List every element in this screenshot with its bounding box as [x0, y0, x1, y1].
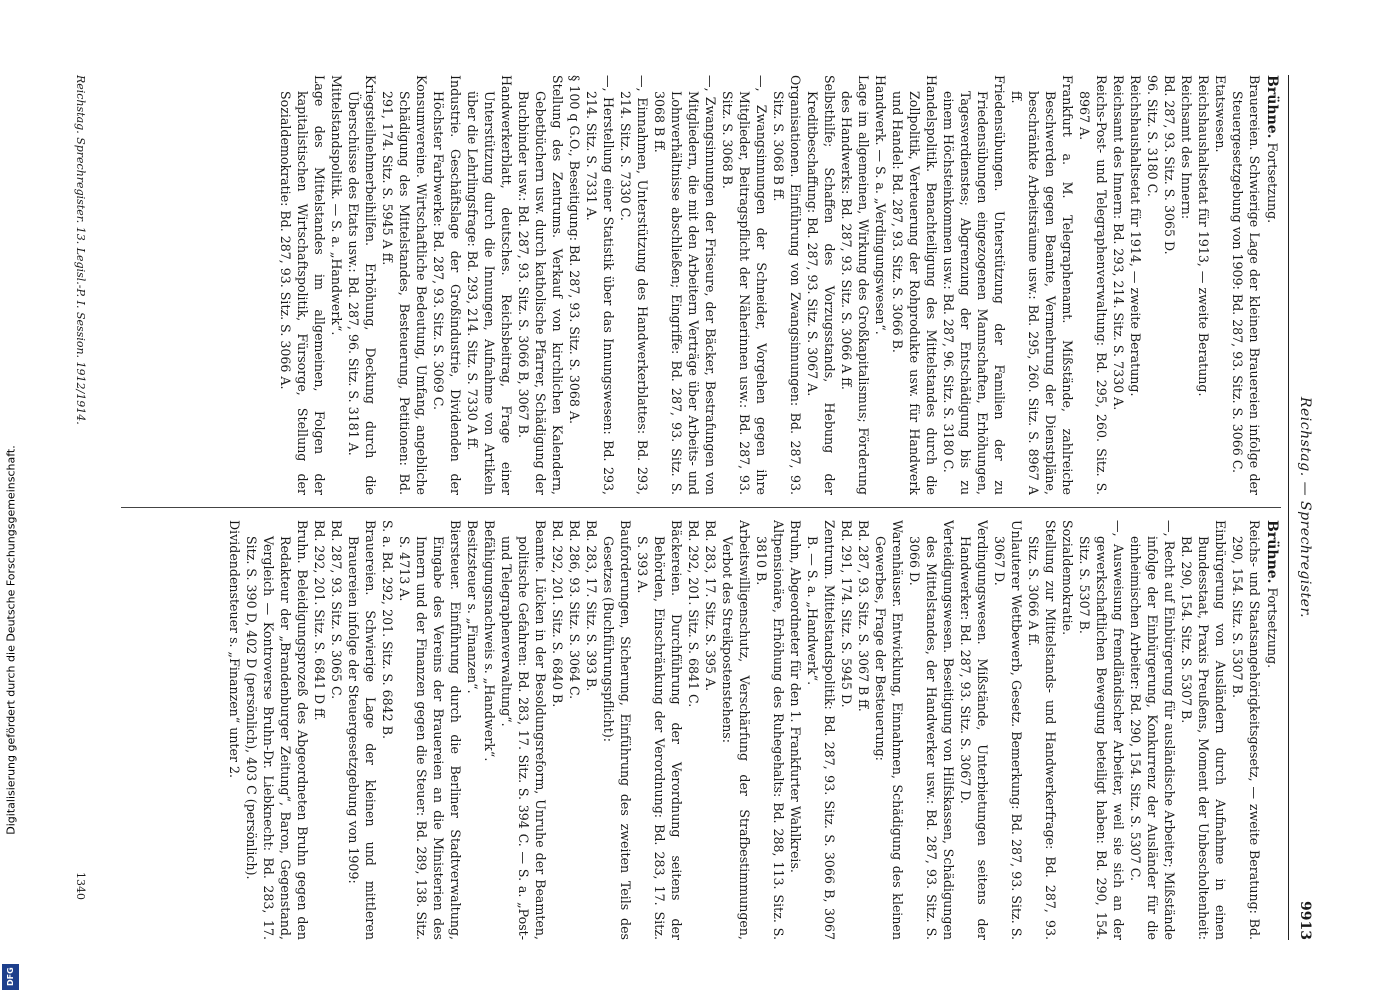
- register-entry: Zentrum. Mittelstandspolitik: Bd. 287, 93. Sitz. S. 3066 B, 3067 B. — S. a. „Handwerk“.: [805, 520, 837, 940]
- dfg-logo-icon: DFG: [2, 964, 19, 990]
- page-title: Reichstag. — Sprechregister.: [1297, 396, 1313, 619]
- register-entry: Lage des Mittelstandes im allgemeinen, Folgen der kapitalistischen Wirtschaftspolitik, Fürsorge, Stellung der Sozialdemokratie: Bd. 287, 93. Sitz. S. 3066 A.: [278, 75, 327, 495]
- register-entry: Bauforderungen, Sicherung, Einführung des zweiten Teils des Gesetzes (Buchführungspflicht):: [601, 520, 633, 940]
- column-divider: [121, 507, 1281, 508]
- register-entry: Befähigungsnachweis s. „Handwerk“.: [482, 520, 497, 762]
- register-entry: Brauereien. Schwierige Lage der kleinen Brauereien infolge der Steuergesetzgebung von 1909: Bd. 287, 93. Sitz. S. 3066 C.: [1230, 75, 1262, 495]
- register-entry: Bd. 292, 201. Sitz. S. 6841 D ff.: [312, 520, 327, 721]
- register-entry: Reichshaushaltsetat für 1913, — zweite Beratung.: [1196, 75, 1211, 397]
- register-entry: —, Herstellung einer Statistik über das Innungswesen: Bd. 293, 214. Sitz. S. 7331 A.: [584, 75, 616, 495]
- register-entry: Bruhn, Abgeordneter für den 1. Frankfurter Wahlkreis.: [788, 520, 803, 873]
- register-entry: Einbürgerung von Ausländern durch Aufnahme in einen Bundesstaat, Praxis Preußens, Moment der Unbescholtenheit: Bd. 290, 154. Sitz. S. 5307 B.: [1179, 520, 1228, 940]
- attribution-strip: [0, 0, 22, 1000]
- register-entry: Friedensübungen. Unterstützung der Familien der zu Friedensübungen eingezogenen Mannschaften, Erhöhungen, Tagesverdienstes; Abgrenzung der Entschädigung bis zu einem Höchsteinkommen usw.: Bd. 287, 96. Sitz. S. 3180 C.: [941, 75, 1007, 495]
- register-entry: Lage im allgemeinen, Wirkung des Großkapitalismus; Förderung des Handwerks: Bd. 287, 93. Sitz. S. 3066 A ff.: [839, 75, 871, 495]
- register-entry: Bd. 286, 93. Sitz. S. 3064 C.: [567, 520, 582, 700]
- register-entry: Arbeitswilligenschutz, Verschärfung der Strafbestimmungen, Verbot des Streikpostenstehens:: [720, 520, 752, 940]
- register-entry: Bd. 287, 93. Sitz. S. 3065 C.: [329, 520, 344, 700]
- page-header: [1288, 75, 1315, 940]
- register-entry: Stellung zur Mittelstands- und Handwerkerfrage: Bd. 287, 93. Sitz. S. 3066 A ff.: [1026, 520, 1058, 940]
- register-entry: Warenhäuser. Entwicklung, Einnahmen, Schädigung des kleinen Gewerbes, Frage der Besteuerung:: [873, 520, 905, 940]
- register-entry: Kriegsteilnehmerbeihilfen. Erhöhung, Deckung durch die Überschüsse des Etats usw.: Bd. 287, 96. Sitz. S. 3181 A.: [346, 75, 378, 495]
- register-entry: § 100 q G.O., Beseitigung: Bd. 287, 93. Sitz. S. 3068 A.: [567, 75, 582, 425]
- register-entry: Bd. 291, 174. Sitz. S. 5945 D.: [839, 520, 854, 708]
- register-entry: Bäckereien. Durchführung der Verordnung seitens der Behörden, Einschränkung der Verordnung: Bd. 283, 17. Sitz. S. 393 A.: [635, 520, 684, 940]
- register-entry: Selbsthilfe; Schaffen des Vorzugsstands, Hebung der Kreditbeschaffung: Bd. 287, 93. Sitz. S. 3067 A.: [805, 75, 837, 495]
- register-entry: Brauereien. Schwierige Lage der kleinen und mittleren Brauereien infolge der Steuergesetzgebung von 1909:: [346, 520, 378, 940]
- register-entry: Etatswesen.: [1213, 75, 1228, 153]
- register-entry: Handwerk. — S. a. „Verdingungswesen“.: [873, 75, 888, 335]
- register-entry: Bd. 287, 93. Sitz. S. 3067 B ff.: [856, 520, 871, 712]
- register-entry: Konsumvereine. Wirtschaftliche Bedeutung, Umfang, angebliche Schädigung des Mittelstandes, Besteuerung, Petitionen: Bd. 291, 174. Sitz. S. 5945 A ff.: [380, 75, 429, 495]
- register-entry: Bd. 292, 201. Sitz. S. 6840 B.: [550, 520, 565, 708]
- register-entry: Handwerkerblatt, deutsches. Reichsbeitrag, Frage einer Unterstützung durch die Innungen, Aufnahme von Artikeln über die Lehrlingsfrage: Bd. 293, 214. Sitz. S. 7330 A ff.: [465, 75, 514, 495]
- register-entry: Verteidigungswesen. Beseitigung von Hilfskassen, Schädigungen des Mittelstandes, der Handwerker usw.: Bd. 287, 93. Sitz. S. 3066 D.: [907, 520, 956, 940]
- register-entry: Reichsamt des Innern: Bd. 293, 214. Sitz. S. 7330 A.: [1111, 75, 1126, 411]
- register-entry: Dividendensteuer s. „Finanzen“ unter 2.: [227, 520, 242, 778]
- register-entry: Frankfurt a. M. Telegraphenamt. Mißstände, zahlreiche Beschwerden gegen Beamte, Vermehrung der Dienstpläne, beschränkte Arbeitsräume usw.: Bd. 295, 260. Sitz. S. 8967 A ff.: [1009, 75, 1075, 495]
- left-column: [101, 75, 1281, 495]
- footer-number: 1340: [74, 872, 87, 900]
- left-column-keyword: Brühne.: [1264, 75, 1280, 139]
- register-entry: Reichshaushaltsetat für 1914, — zweite Beratung.: [1128, 75, 1143, 397]
- left-column-keyword-suffix: Fortsetzung.: [1265, 142, 1280, 224]
- register-entry: —, Zwangsinnungen der Schneider, Vorgehen gegen ihre Mitglieder, Beitragspflicht der Näherinnen usw.: Bd. 287, 93. Sitz. S. 3068 B.: [720, 75, 769, 495]
- right-column-entries: [226, 520, 1263, 940]
- attribution-text: Digitalisierung gefördert durch die Deutsche Forschungsgemeinschaft.: [4, 445, 18, 835]
- register-entry: Bd. 283, 17. Sitz. S. 393 B.: [584, 520, 599, 692]
- register-entry: Verdingungswesen. Mißstände, Unterbietungen seitens der Handwerker: Bd. 287, 93. Sitz. S. 3067 D.: [958, 520, 990, 940]
- page-number: 9913: [1297, 901, 1313, 940]
- right-column: [101, 520, 1281, 940]
- register-entry: Unlauterer Wettbewerb, Gesetz. Bemerkung: Bd. 287, 93. Sitz. S. 3067 D.: [992, 520, 1024, 940]
- register-entry: Bruhn. Beleidigungsprozeß des Abgeordneten Bruhn gegen den Redakteur der „Brandenburger Zeitung“, Baron, Gegenstand, Vergleich — Kontroverse Bruhn-Dr. Liebknecht: Bd. 283, 17. Sitz. S. 390 D, 402 D (persönlich), 403 C (persönlich).: [244, 520, 310, 940]
- register-entry: Stellung des Zentrums. Verkauf von kirchlichen Kalendern, Gebetbüchern usw. durch katholische Pfarrer, Schädigung der Buchbinder usw.: Bd. 287, 93. Sitz. S. 3066 B, 3067 B.: [516, 75, 565, 495]
- register-entry: Handelspolitik. Benachteiligung des Mittelstandes durch die Zollpolitik, Verteuerung der Rohprodukte usw. für Handwerk und Handel: Bd. 287, 93. Sitz. S. 3066 B.: [890, 75, 939, 495]
- register-entry: Altpensionäre, Erhöhung des Ruhegehalts: Bd. 288, 113. Sitz. S. 3810 B.: [754, 520, 786, 940]
- register-entry: Reichsamt des Innern:: [1179, 75, 1194, 220]
- right-column-keyword-suffix: Fortsetzung.: [1265, 587, 1280, 669]
- register-page: [45, 75, 1315, 940]
- register-entry: Biersteuer. Einführung durch die Berliner Stadtverwaltung, Eingabe des Vereins der Brauereien an die Ministerien des Innern und der Finanzen gegen die Steuer: Bd. 289, 138. Sitz. S. 4713 A.: [397, 520, 463, 940]
- right-column-keyword: Brühne.: [1264, 520, 1280, 584]
- register-entry: Reichs-Post- und Telegraphenverwaltung: Bd. 295, 260. Sitz. S. 8967 A.: [1077, 75, 1109, 495]
- register-entry: —, Ausweisung fremdländischer Arbeiter, weil sie sich an der gewerkschaftlichen Bewegung beteiligt haben: Bd. 290, 154. Sitz. S. 5307 B.: [1077, 520, 1126, 940]
- register-entry: —, Zwangsinnungen der Friseure, der Bäcker, Bestrafungen von Mitgliedern, die mit den Arbeitern Verträge über Arbeits- und Lohnverhältnisse abschließen; Eingriffe: Bd. 287, 93. Sitz. S. 3068 B ff.: [652, 75, 718, 495]
- register-entry: Bd. 287, 93. Sitz. S. 3065 D.: [1162, 75, 1177, 255]
- register-entry: Industrie. Geschäftslage der Großindustrie, Dividenden der Höchster Farbwerke: Bd. 287, 93. Sitz. S. 3069 C.: [431, 75, 463, 495]
- register-entry: S. a. Bd. 292, 201. Sitz. S. 6842 B.: [380, 520, 395, 739]
- register-entry: Besitzsteuer s. „Finanzen“.: [465, 520, 480, 694]
- footer-source: Reichstag. Sprechregister. 13. Legisl.-P. I. Session. 1912/1914.: [74, 75, 87, 425]
- register-entry: 96. Sitz. S. 3180 C.: [1145, 75, 1160, 197]
- register-entry: Sozialdemokratie.: [1060, 520, 1075, 636]
- register-entry: —, Einnahmen, Unterstützung des Handwerkerblattes: Bd. 293, 214. Sitz. S. 7330 C.: [618, 75, 650, 495]
- register-entry: Bd. 283, 17. Sitz. S. 395 A.: [703, 520, 718, 692]
- register-entry: Organisationen. Einführung von Zwangsinnungen: Bd. 287, 93. Sitz. S. 3068 B ff.: [771, 75, 803, 495]
- register-entry: Reichs- und Staatsangehörigkeitsgesetz, — zweite Beratung: Bd. 290, 154. Sitz. S. 5307 B.: [1230, 520, 1262, 940]
- register-entry: Bd. 292, 201. Sitz. S. 6841 C.: [686, 520, 701, 708]
- left-column-entries: [277, 75, 1263, 495]
- register-entry: Mittelstandspolitik. — S. a. „Handwerk“.: [329, 75, 344, 336]
- register-entry: Beamte. Lücken in der Besoldungsreform, Unruhe der Beamten, politische Gefahren: Bd. 283, 17. Sitz. S. 394 C. — S. a. „Post- und Telegraphenverwaltung“.: [499, 520, 548, 940]
- register-entry: —, Recht auf Einbürgerung für ausländische Arbeiter; Mißstände infolge der Einbürgerung, Konkurrenz der Ausländer für die einheimischen Arbeiter: Bd. 290, 154. Sitz. S. 5307 C.: [1128, 520, 1177, 940]
